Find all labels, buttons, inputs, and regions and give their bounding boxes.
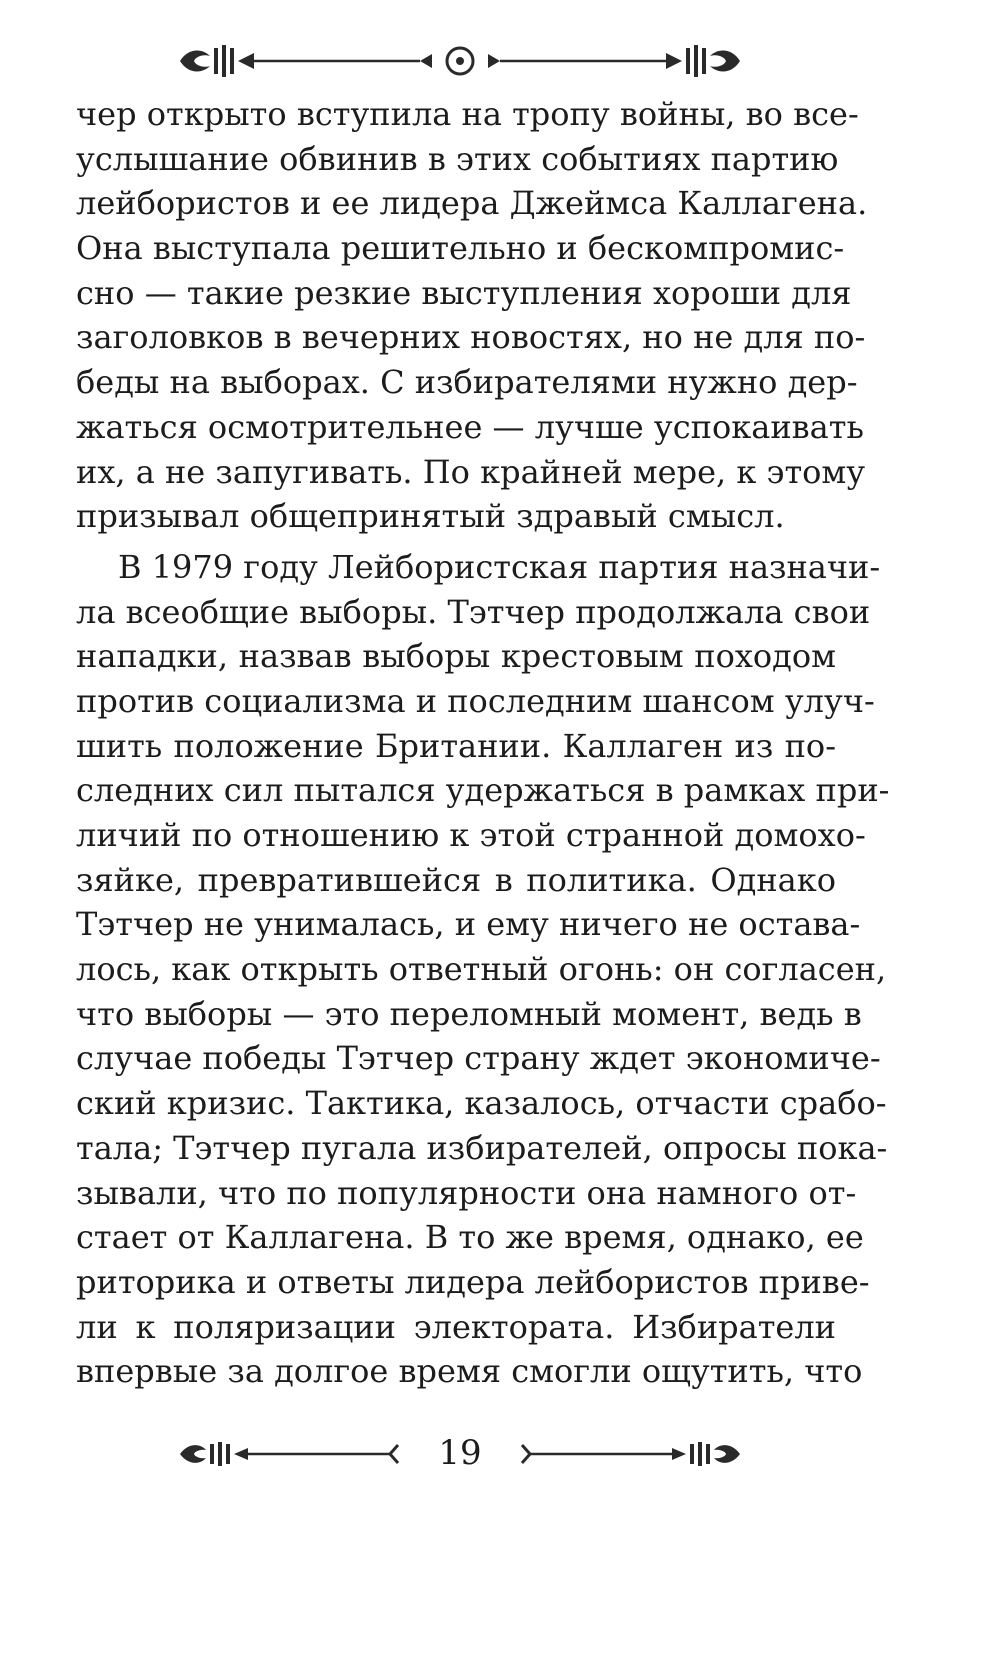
text-line: ли к поляризации электората. Избиратели [76,1307,836,1346]
text-line: против социализма и последним шансом улуч- [76,681,875,720]
paragraph-1 [76,92,868,539]
text-line: жаться осмотрительнее — лучше успокаивать [76,407,864,446]
top-ornament [180,36,740,86]
text-line: зывали, что по популярности она намного от- [76,1173,857,1212]
text-line: случае победы Тэтчер страну ждет экономиче- [76,1039,881,1078]
footer-ornament-right [510,1439,740,1469]
text-line: Тэтчер не унималась, и ему ничего не остава- [76,905,861,944]
text-line: тала; Тэтчер пугала избирателей, опросы пока- [76,1128,888,1167]
body-text [76,92,890,1394]
text-line: следних сил пытался удержаться в рамках при- [76,771,890,810]
text-line: Она выступала решительно и бескомпромис- [76,229,845,268]
text-line: риторика и ответы лидера лейбористов приве- [76,1262,870,1301]
footer-ornament-left [180,1439,410,1469]
paragraph-2 [76,545,890,1394]
text-line: их, а не запугивать. По крайней мере, к этому [76,452,866,491]
text-line: услышание обвинив в этих событиях партию [76,139,839,178]
text-line: заголовков в вечерних новостях, но не для по- [76,318,866,357]
text-line: что выборы — это переломный момент, ведь в [76,994,862,1033]
text-line: беды на выборах. С избирателями нужно дер- [76,363,858,402]
page-number: 19 [438,1433,482,1473]
text-line: ла всеобщие выборы. Тэтчер продолжала свои [76,592,871,631]
text-line: лейбористов и ее лидера Джеймса Каллагена. [76,184,868,223]
text-line: шить положение Британии. Каллаген из по- [76,726,836,765]
text-line: стает от Каллагена. В то же время, однако, ее [76,1218,864,1257]
text-line: чер открыто вступила на тропу войны, во все- [76,95,859,133]
text-line: призывал общепринятый здравый смысл. [76,497,785,536]
text-line: зяйке, превратившейся в политика. Однако [76,860,836,899]
text-line: впервые за долгое время смогли ощутить, что [76,1352,863,1391]
text-line: нападки, назвав выборы крестовым походом [76,637,836,676]
text-line: личий по отношению к этой странной домохо- [76,816,866,854]
text-line: ский кризис. Тактика, казалось, отчасти срабо- [76,1084,887,1123]
page-footer [180,1425,740,1481]
text-line: В 1979 году Лейбористская партия назначи- [118,547,881,586]
text-line: сно — такие резкие выступления хороши для [76,273,852,312]
text-line: лось, как открыть ответный огонь: он согласен, [76,950,887,989]
